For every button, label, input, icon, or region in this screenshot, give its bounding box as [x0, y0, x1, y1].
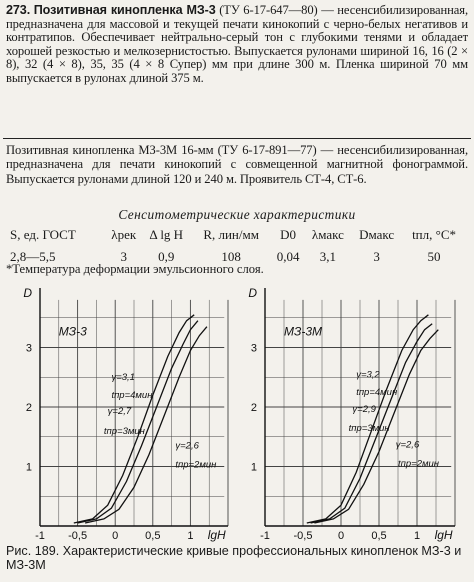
chart1-x-tick-label: 1 [187, 530, 194, 542]
chart2-annotation: γ=3,2 [356, 369, 380, 381]
chart1-annotation: γ=2,6 [175, 440, 199, 452]
chart2-annotation: tпр=4мин [356, 387, 398, 399]
chart2-y-tick-label: 2 [250, 402, 257, 414]
value-dlgh: 0,9 [158, 249, 175, 264]
chart1-x-tick-label: 0 [112, 530, 119, 542]
chart2-x-tick-label: -0,5 [293, 530, 313, 542]
sensitometry-table [10, 225, 466, 267]
chart2-title: МЗ-3М [284, 324, 323, 339]
entry-title: Позитивная кинопленка МЗ-3 [33, 3, 216, 17]
entry-number: 273. [6, 3, 31, 17]
chart1-x-tick-label: 0,5 [145, 530, 161, 542]
chart1-annotation: tпр=2мин [175, 459, 217, 471]
chart2-x-tick-label: 0 [337, 530, 345, 542]
chart2-x-tick-label: lgH [434, 528, 453, 542]
chart2-x-tick-label: -1 [260, 530, 270, 542]
chart1-y-tick-label: 3 [25, 342, 32, 355]
value-lambda-max: 3,1 [319, 249, 336, 264]
entry-273-paragraph [6, 4, 468, 86]
header-lambda-rec: λрек [111, 227, 137, 242]
value-resolution: 108 [221, 249, 241, 264]
figure-caption: Рис. 189. Характеристические кривые профессиональных кинопленок МЗ-3 и МЗ-3М [6, 544, 462, 572]
chart2-y-tick-label: 3 [250, 342, 257, 355]
chart2-curve [307, 315, 429, 523]
chart1-annotation: γ=2,7 [107, 406, 132, 418]
chart1-title: МЗ-3 [58, 324, 87, 339]
chart1-x-tick-label: -1 [35, 530, 45, 542]
chart1-y-tick-label: 2 [25, 402, 32, 414]
header-d0: D0 [280, 227, 297, 242]
sensitometry-header-row [10, 225, 466, 247]
chart2-x-tick-label: 0,5 [371, 530, 387, 542]
characteristic-curves-figure [0, 280, 474, 542]
chart2-annotation: tпр=2мин [398, 458, 440, 470]
chart2-y-tick-label: D [248, 285, 257, 300]
chart2-annotation: γ=2,6 [395, 439, 420, 451]
header-dmax: Dмакс [359, 227, 395, 242]
chart2-x-tick-label: 1 [413, 530, 421, 542]
sensitometry-title: Сенситометрические характеристики [118, 207, 356, 222]
chart1-y-tick-label: D [23, 285, 32, 300]
entry-text: (ТУ 6-17-647—80) — несенсибилизированная, предназначена для массовой и текущей печати кинокопий с черно-белых негативов и контратипов. Обеспечивает нейтрально-серый тон с глубокими тенями и обладает хорошей резкостью и мелкозернистостью. Выпускается рулонами шириной 16, 16 (2 × 8), 32 (4 × 8), 35, 35 (4 × 8 Супер) мм при длине 300 м. Пленка шириной 70 мм выпускается в рулонах длиной 375 м. [6, 3, 468, 85]
chart1-y-tick-label: 1 [25, 461, 32, 474]
value-lambda-rec: 3 [120, 249, 127, 264]
value-sensitivity: 2,8—5,5 [10, 249, 56, 264]
section-divider [3, 138, 471, 139]
entry-mz3m-paragraph: Позитивная кинопленка МЗ-3М 16-мм (ТУ 6-17-891—77) — несенсибилизированная, предназначена для печати кинокопий с совмещенной магнитной фонограммой. Выпускается рулонами длиной 120 и 240 м. Проявитель СТ-4, СТ-6. [6, 143, 468, 186]
chart1-annotation: γ=3,1 [111, 372, 135, 384]
footnote: *Температура деформации эмульсионного слоя. [6, 262, 264, 276]
header-lambda-max: λмакс [311, 227, 344, 242]
header-sensitivity: S, ед. ГОСТ [10, 227, 76, 242]
chart2-y-tick-label: 1 [250, 461, 257, 474]
value-tpl: 50 [427, 249, 441, 264]
chart1-curve [78, 321, 198, 523]
value-dmax: 3 [373, 249, 380, 264]
chart1-annotation: tпр=3мин [103, 425, 145, 437]
chart1-x-tick-label: lgH [207, 528, 226, 542]
chart2-annotation: γ=2,9 [352, 403, 376, 415]
header-resolution: R, лин/мм [203, 227, 259, 242]
header-tpl: tпл, °C* [412, 227, 456, 242]
chart1-annotation: tпр=4мин [111, 390, 153, 402]
chart2-annotation: tпр=3мин [348, 422, 390, 434]
header-dlgh: Δ lg H [149, 227, 184, 242]
value-d0: 0,04 [276, 249, 300, 264]
chart1-x-tick-label: -0,5 [68, 530, 88, 542]
